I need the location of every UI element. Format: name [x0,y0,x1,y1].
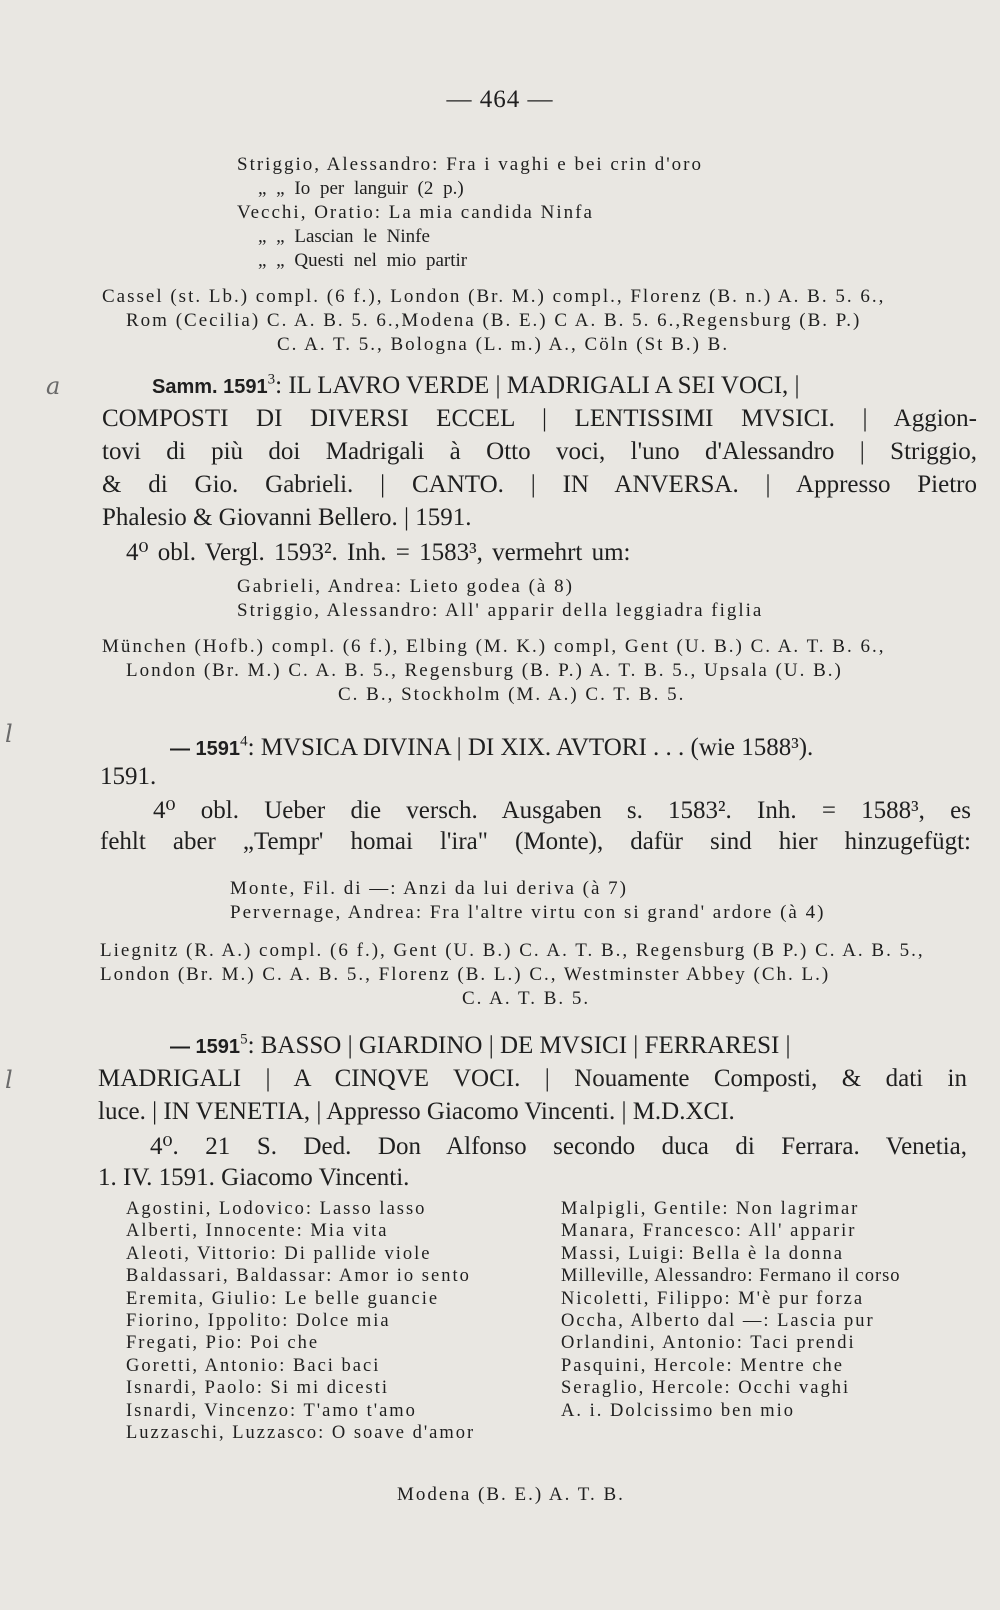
entry-id-superscript: 3 [267,371,276,388]
entry-title-line: MADRIGALI | A CINQVE VOCI. | Nouamente Composti, & dati in [98,1065,967,1092]
work-entry: Eremita, Giulio: Le belle guancie [126,1288,440,1309]
work-entry: Massi, Luigi: Bella è la donna [561,1243,844,1264]
library-line: C. A. T. 5., Bologna (L. m.) A., Cöln (St B.) B. [277,334,730,355]
library-line: Rom (Cecilia) C. A. B. 5. 6.,Modena (B. E.) C A. B. 5. 6.,Regensburg (B. P.) [126,310,862,331]
work-entry: Fregati, Pio: Poi che [126,1333,320,1354]
work-entry: „ „ Io per languir (2 p.) [258,178,464,199]
library-line: London (Br. M.) C. A. B. 5., Regensburg (B. P.) A. T. B. 5., Upsala (U. B.) [126,660,843,681]
work-entry: Aleoti, Vittorio: Di pallide viole [126,1243,432,1264]
margin-note: l [5,720,13,748]
work-entry: Pasquini, Hercole: Mentre che [561,1355,845,1376]
library-line: München (Hofb.) compl. (6 f.), Elbing (M. K.) compl, Gent (U. B.) C. A. T. B. 6., [102,636,886,657]
library-line: C. B., Stockholm (M. A.) C. T. B. 5. [338,684,686,705]
entry-title-text: : IL LAVRO VERDE | MADRIGALI A SEI VOCI, | [275,372,800,399]
entry-id-superscript: 4 [240,733,248,750]
work-entry: Vecchi, Oratio: La mia candida Ninfa [237,202,594,223]
works-column-right [561,1198,901,1422]
work-entry: Isnardi, Paolo: Si mi dicesti [126,1378,390,1399]
work-entry: Baldassari, Baldassar: Amor io sento [126,1266,471,1287]
entry-title-text: : MVSICA DIVINA | DI XIX. AVTORI . . . (wie 1588³). [247,734,814,761]
work-entry: Seraglio, Hercole: Occhi vaghi [561,1378,851,1399]
entry-title-line [170,734,813,762]
entry-description: fehlt aber „Tempr' homai l'ira" (Monte), dafür sind hier hinzugefügt: [100,828,971,855]
work-entry: Monte, Fil. di —: Anzi da lui deriva (à 7) [230,878,628,899]
library-line: C. A. T. B. 5. [462,988,591,1009]
work-entry: „ „ Questi nel mio partir [258,250,468,271]
work-entry: Milleville, Alessandro: Fermano il corso [561,1266,901,1287]
entry-id-superscript: 5 [240,1031,248,1048]
entry-title-line: & di Gio. Gabrieli. | CANTO. | IN ANVERSA. | Appresso Pietro [102,471,977,498]
library-line: London (Br. M.) C. A. B. 5., Florenz (B. L.) C., Westminster Abbey (Ch. L.) [100,964,831,985]
work-entry: Gabrieli, Andrea: Lieto godea (à 8) [237,576,574,597]
entry-title-line: tovi di più doi Madrigali à Otto voci, l'uno d'Alessandro | Striggio, [102,438,977,465]
work-entry: Luzzaschi, Luzzasco: O soave d'amor [126,1423,476,1444]
entry-id: Samm. 1591 [152,376,268,398]
work-entry: Striggio, Alessandro: Fra i vaghi e bei crin d'oro [237,154,703,175]
work-entry: Goretti, Antonio: Baci baci [126,1355,381,1376]
library-line: Cassel (st. Lb.) compl. (6 f.), London (Br. M.) compl., Florenz (B. n.) A. B. 5. 6., [102,286,886,307]
work-entry: Orlandini, Antonio: Taci prendi [561,1333,856,1354]
entry-title-line: luce. | IN VENETIA, | Appresso Giacomo Vincenti. | M.D.XCI. [98,1098,735,1125]
entry-title-line: COMPOSTI DI DIVERSI ECCEL | LENTISSIMI MVSICI. | Aggion- [102,405,977,432]
work-entry: Malpigli, Gentile: Non lagrimar [561,1199,860,1219]
work-entry: Isnardi, Vincenzo: T'amo t'amo [126,1400,417,1421]
entry-title-line: Phalesio & Giovanni Bellero. | 1591. [102,504,472,531]
entry-year: 1591. [100,763,157,790]
margin-note: a [46,372,61,400]
margin-note: l [5,1066,13,1094]
work-entry: A. i. Dolcissimo ben mio [561,1400,796,1421]
entry-title-line [152,372,977,400]
entry-title-line [170,1032,967,1060]
work-entry: Occha, Alberto dal —: Lascia pur [561,1311,875,1332]
work-entry: Pervernage, Andrea: Fra l'altre virtu con si grand' ardore (à 4) [230,902,826,923]
entry-description: 4⁰. 21 S. Ded. Don Alfonso secondo duca di Ferrara. Venetia, [150,1133,967,1160]
work-entry: Nicoletti, Filippo: M'è pur forza [561,1288,865,1309]
work-entry: Striggio, Alessandro: All' apparir della leggiadra figlia [237,600,764,621]
work-entry: Alberti, Innocente: Mia vita [126,1221,389,1242]
entry-title-text: : BASSO | GIARDINO | DE MVSICI | FERRARESI | [247,1032,791,1059]
entry-format: 4⁰ obl. Vergl. 1593². Inh. = 1583³, vermehrt um: [126,539,631,566]
entry-id: — 1591 [170,1036,241,1058]
works-column-left [126,1198,475,1444]
page-number: — 464 — [446,86,554,113]
work-entry: Agostini, Lodovico: Lasso lasso [126,1199,427,1219]
work-entry: „ „ Lascian le Ninfe [258,226,430,247]
entry-description: 1. IV. 1591. Giacomo Vincenti. [98,1164,410,1191]
entry-description: 4⁰ obl. Ueber die versch. Ausgaben s. 1583². Inh. = 1588³, es [153,797,971,824]
entry-id: — 1591 [170,738,241,760]
library-line: Liegnitz (R. A.) compl. (6 f.), Gent (U. B.) C. A. T. B., Regensburg (B P.) C. A. B. 5., [100,940,925,961]
work-entry: Fiorino, Ippolito: Dolce mia [126,1311,391,1332]
library-line: Modena (B. E.) A. T. B. [397,1484,625,1505]
work-entry: Manara, Francesco: All' apparir [561,1221,857,1242]
